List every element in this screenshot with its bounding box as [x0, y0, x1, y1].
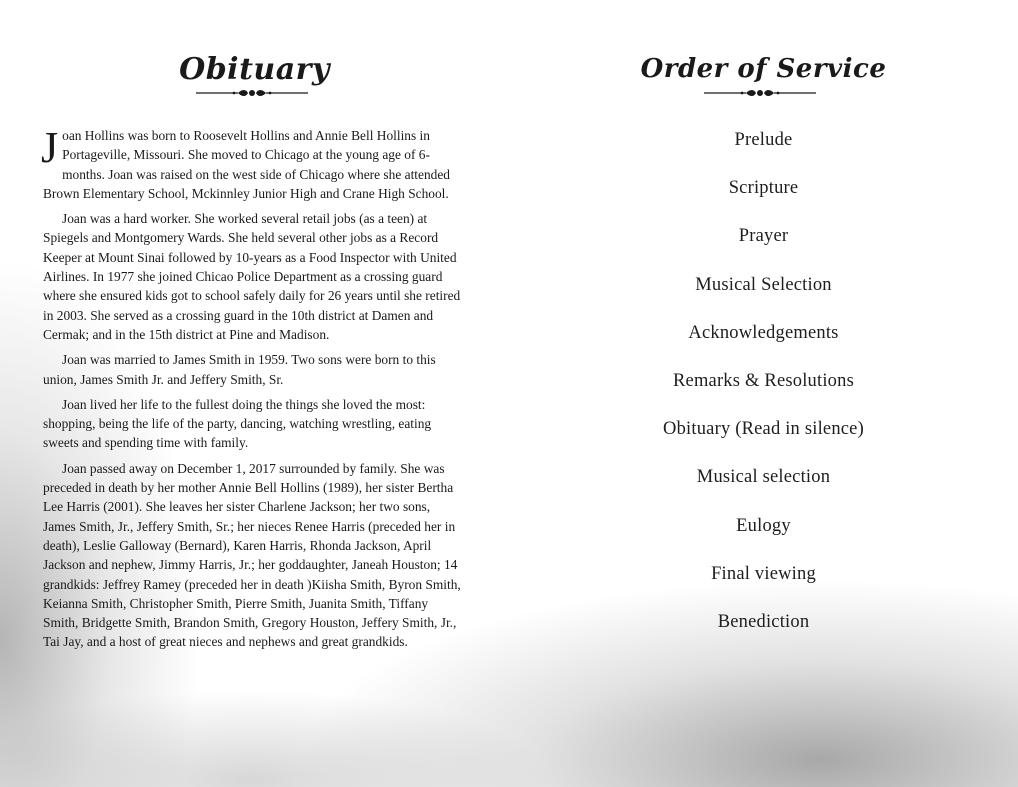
- service-list: [509, 127, 1018, 657]
- ornamental-divider-icon: [194, 88, 310, 98]
- obituary-paragraph: Joan was a hard worker. She worked several retail jobs (as a teen) at Spiegels and Montgomery Wards. She held several other jobs as a Record Keeper at Mount Sinai followed by 10-years as a Food Inspector with United Airlines. In 1977 she joined Chicao Police Department as a crossing guard where she ensured kids got to school safely daily for 26 years until she retired in 2003. She served as a crossing guard in the 10th district at Damen and Cermak; and in the 15th district at Pine and Madison.: [43, 211, 461, 342]
- paragraph-text: oan Hollins was born to Roosevelt Hollins and Annie Bell Hollins in Portageville, Missouri. She moved to Chicago at the young age of 6-months. Joan was raised on the west side of Chicago where she attended Brown Elementary School, Mckinnley Junior High and Crane High School.: [43, 128, 450, 201]
- order-of-service-title: Order of Service: [640, 54, 887, 84]
- obituary-paragraph: [41, 123, 463, 203]
- service-item-obituary-reading: Obituary (Read in silence): [663, 419, 864, 440]
- obituary-paragraph: Joan was married to James Smith in 1959. Two sons were born to this union, James Smith Jr. and Jeffery Smith, Sr.: [43, 352, 436, 387]
- service-item-benediction: Benediction: [717, 611, 810, 632]
- ornamental-divider-icon: [702, 88, 818, 98]
- obituary-title: Obituary: [179, 52, 330, 87]
- obituary-text: [41, 123, 463, 658]
- service-item-eulogy: Eulogy: [736, 515, 791, 536]
- service-item-acknowledgements: Acknowledgements: [688, 322, 839, 343]
- obituary-paragraph: Joan lived her life to the fullest doing the things she loved the most: shopping, being the life of the party, dancing, watching wrestling, eating sweets and spending time with family.: [43, 396, 432, 451]
- order-of-service-page: [509, 0, 1018, 787]
- service-item-scripture: Scripture: [728, 178, 799, 199]
- service-item-musical-selection-2: Musical selection: [696, 467, 831, 488]
- service-item-remarks-resolutions: Remarks & Resolutions: [673, 370, 854, 391]
- service-item-final-viewing: Final viewing: [711, 563, 816, 584]
- service-item-prelude: Prelude: [734, 130, 793, 150]
- service-item-musical-selection: Musical Selection: [695, 274, 832, 295]
- drop-cap: J: [41, 123, 59, 172]
- obituary-paragraph: Joan passed away on December 1, 2017 surrounded by family. She was preceded in death by her mother Annie Bell Hollins (1989), her sister Bertha Lee Harris (2001). She leaves her sister Charlene Jackson; her two sons, James Smith, Jr., Jeffery Smith, Sr.; her nieces Renee Harris (preceded her in death), Leslie Galloway (Bernard), Karen Harris, Rhonda Jackson, April Jackson and nephew, Jimmy Harris, Jr.; her goddaughter, Janeah Houston; 14 grandkids: Jeffrey Ramey (preceded her in death )Kiisha Smith, Byron Smith, Keianna Smith, Christopher Smith, Pierre Smith, Juanita Smith, Tiffany Smith, Bridgette Smith, Brandon Smith, Gregory Houston, Jeffery Smith, Jr., Tai Jay, and a host of great nieces and nephews and great grandkids.: [43, 460, 461, 650]
- service-item-prayer: Prayer: [738, 226, 789, 247]
